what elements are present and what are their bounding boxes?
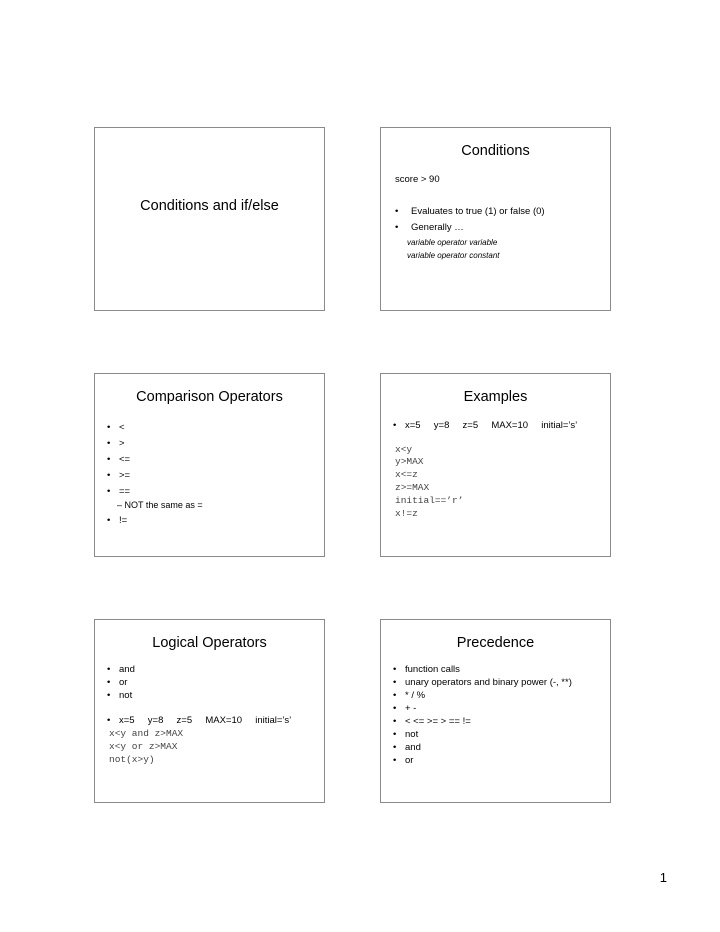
slide-heading: Comparison Operators (136, 389, 283, 405)
list-item: • Generally … (395, 222, 464, 233)
intro-text: score > 90 (395, 174, 440, 185)
slide-heading: Logical Operators (152, 635, 267, 651)
list-item: • or (107, 677, 128, 688)
list-item: • x=5 y=8 z=5 MAX=10 initial=’s’ (107, 715, 292, 726)
list-item: • unary operators and binary power (-, **) (393, 677, 572, 688)
list-item: • >= (107, 470, 131, 481)
sub-item: – NOT the same as = (117, 500, 203, 510)
code-line: x<=z (395, 469, 418, 480)
list-item: • < <= >= > == != (393, 716, 471, 727)
slide-heading: Examples (463, 389, 528, 405)
slide-comparison-operators (94, 373, 325, 557)
slide-heading: Precedence (456, 635, 535, 651)
code-line: y>MAX (395, 456, 424, 467)
code-line: x<y or z>MAX (109, 741, 178, 752)
slide-precedence (380, 619, 611, 803)
slide-heading: Conditions (461, 143, 530, 159)
code-line: z>=MAX (395, 482, 430, 493)
slide-logical-operators (94, 619, 325, 803)
list-item: • + - (393, 703, 417, 714)
list-item: • * / % (393, 690, 426, 701)
list-item: • function calls (393, 664, 460, 675)
slide-title-text: Conditions and if/else (140, 198, 279, 214)
list-item: • x=5 y=8 z=5 MAX=10 initial=’s’ (393, 420, 578, 431)
list-item: • or (393, 755, 414, 766)
sub-item: variable operator variable (407, 238, 498, 247)
list-item: • Evaluates to true (1) or false (0) (395, 206, 545, 217)
list-item: • != (107, 515, 128, 526)
code-line: not(x>y) (109, 754, 155, 765)
code-line: x<y and z>MAX (109, 728, 184, 739)
list-item: • and (393, 742, 421, 753)
code-line: x<y (395, 444, 413, 455)
list-item: • > (107, 438, 125, 449)
slide-conditions (380, 127, 611, 311)
slide-examples (380, 373, 611, 557)
list-item: • < (107, 422, 125, 433)
slide-title (94, 127, 325, 311)
list-item: • not (107, 690, 133, 701)
code-line: x!=z (395, 508, 418, 519)
code-line: initial==’r’ (395, 495, 464, 506)
page-number: 1 (659, 870, 667, 885)
list-item: • and (107, 664, 135, 675)
list-item: • not (393, 729, 419, 740)
list-item: • <= (107, 454, 131, 465)
list-item: • == (107, 486, 131, 497)
sub-item: variable operator constant (407, 251, 500, 260)
